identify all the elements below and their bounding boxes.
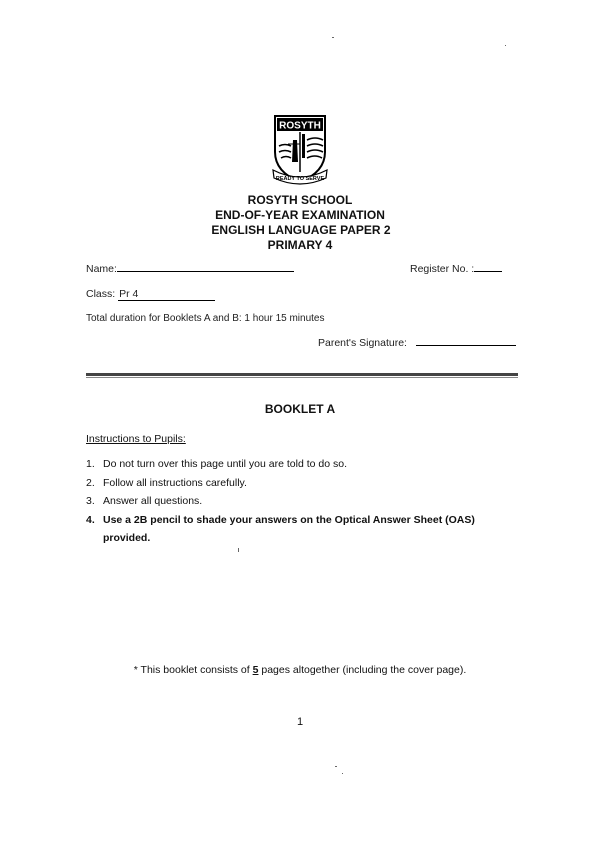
register-blank[interactable] (474, 263, 502, 272)
scan-speck (238, 548, 239, 552)
signature-blank[interactable] (416, 337, 516, 346)
instruction-item: 2. Follow all instructions carefully. (86, 476, 247, 489)
parent-signature-field[interactable] (318, 337, 516, 349)
instruction-continuation: provided. (103, 532, 151, 544)
class-field[interactable] (86, 288, 215, 301)
name-field[interactable] (86, 263, 294, 275)
instructions-list (86, 455, 526, 548)
school-name: ROSYTH SCHOOL (247, 193, 353, 207)
page-count: 5 (252, 664, 259, 676)
scan-speck (505, 45, 506, 46)
school-crest-logo (271, 110, 329, 188)
page-count-note: * This booklet consists of 5 pages altogether (including the cover page). (133, 664, 467, 676)
name-label: Name: (86, 263, 117, 275)
instructions-heading: Instructions to Pupils: (86, 433, 186, 445)
name-blank[interactable] (117, 263, 294, 272)
class-label: Class: (86, 288, 116, 300)
signature-label: Parent's Signature: (318, 337, 407, 349)
divider-line-thin (86, 377, 518, 378)
scan-speck (342, 773, 343, 774)
scan-speck (335, 766, 337, 767)
exam-title: END-OF-YEAR EXAMINATION (215, 208, 385, 222)
booklet-title: BOOKLET A (264, 402, 336, 416)
svg-text:ROSYTH: ROSYTH (279, 120, 321, 132)
divider-line (86, 373, 518, 376)
exam-title-block (0, 193, 600, 253)
svg-text:READY TO SERVE: READY TO SERVE (275, 176, 325, 182)
paper-title: ENGLISH LANGUAGE PAPER 2 (211, 223, 391, 237)
level-title: PRIMARY 4 (267, 238, 333, 252)
register-label: Register No. : (410, 263, 475, 275)
class-value[interactable]: Pr 4 (118, 288, 215, 301)
duration-text: Total duration for Booklets A and B: 1 hour 15 minutes (86, 313, 325, 324)
scan-speck (332, 37, 334, 38)
instruction-item: 3. Answer all questions. (86, 495, 203, 507)
instruction-item: 4. Use a 2B pencil to shade your answers on the Optical Answer Sheet (OAS) (86, 513, 475, 526)
page-number: 1 (296, 716, 304, 728)
instruction-item: 1. Do not turn over this page until you are told to do so. (86, 458, 347, 470)
register-field[interactable] (410, 263, 502, 275)
